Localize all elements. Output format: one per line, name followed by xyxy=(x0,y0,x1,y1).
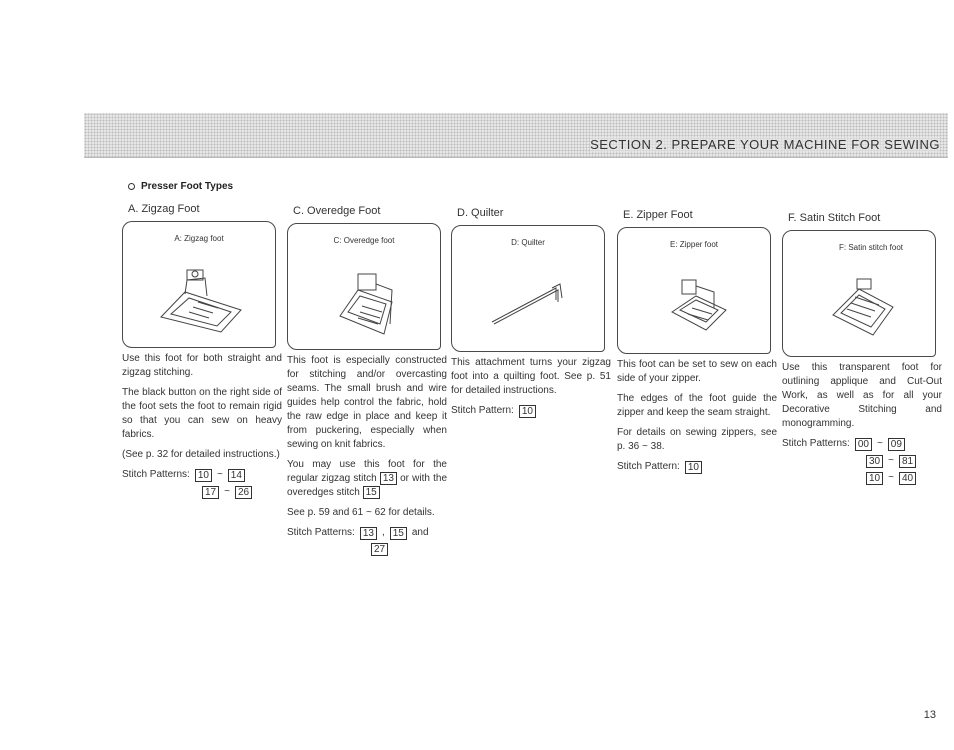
column-title: E. Zipper Foot xyxy=(623,209,693,221)
paragraph: (See p. 32 for detailed instructions.) xyxy=(122,449,280,460)
range-tilde: ~ xyxy=(888,472,894,483)
column-zipper-foot xyxy=(617,208,777,477)
overedge-foot-icon xyxy=(288,224,442,351)
pattern-number: 26 xyxy=(235,486,252,499)
pattern-number: 15 xyxy=(363,486,380,499)
figure-box xyxy=(122,221,276,348)
page-number: 13 xyxy=(923,709,936,721)
pattern-number: 14 xyxy=(228,469,245,482)
range-tilde: ~ xyxy=(876,438,883,449)
satin-stitch-foot-icon xyxy=(783,231,937,358)
pattern-label: Stitch Patterns: xyxy=(782,438,850,449)
paragraph: This foot can be set to sew on each side of your zipper. xyxy=(617,359,777,384)
paragraph: See p. 59 and 61 ~ 62 for details. xyxy=(287,507,435,518)
section-title: SECTION 2. PREPARE YOUR MACHINE FOR SEWING xyxy=(590,137,940,152)
pattern-number: 30 xyxy=(866,455,883,468)
pattern-number: 10 xyxy=(195,469,212,482)
range-tilde: ~ xyxy=(224,486,230,497)
figure-box xyxy=(617,227,771,354)
figure-box xyxy=(287,223,441,350)
pattern-label: Stitch Pattern: xyxy=(617,461,680,472)
pattern-number: 09 xyxy=(888,438,905,451)
stitch-patterns: Stitch Patterns: 13 , 15 and 27 xyxy=(287,527,429,555)
pattern-number: 00 xyxy=(855,438,872,451)
paragraph: This attachment turns your zigzag foot into a quilting foot. See p. 51 for detailed instructions. xyxy=(451,357,611,396)
pattern-number: 17 xyxy=(202,486,219,499)
figure-label: A: Zigzag foot xyxy=(174,234,224,243)
range-tilde: ~ xyxy=(888,455,894,466)
pattern-label: Stitch Patterns: xyxy=(122,469,190,480)
column-title: D. Quilter xyxy=(457,207,504,219)
stitch-patterns xyxy=(122,468,282,499)
figure-label: C: Overedge foot xyxy=(333,236,395,245)
stitch-patterns xyxy=(782,437,942,485)
column-title: F. Satin Stitch Foot xyxy=(788,212,881,224)
paragraph: This foot is especially constructed for stitching and/or overcasting seams. The small brush and wire guides help control the fabric, hold the raw edge in place and keep it from puckering, especially when sewing on knit fabrics. xyxy=(287,355,447,450)
pattern-number: 10 xyxy=(866,472,883,485)
pattern-number: 40 xyxy=(899,472,916,485)
bullet-icon xyxy=(128,183,135,190)
quilter-icon xyxy=(452,226,606,353)
pattern-label: Stitch Patterns: xyxy=(287,527,355,538)
paragraph: For details on sewing zippers, see p. 36 ~ 38. xyxy=(617,427,777,452)
range-tilde: ~ xyxy=(216,469,223,480)
pattern-number: 10 xyxy=(685,461,702,474)
zigzag-foot-icon xyxy=(123,222,277,349)
column-title: C. Overedge Foot xyxy=(293,205,381,217)
figure-label: D: Quilter xyxy=(511,238,545,247)
pattern-number: 81 xyxy=(899,455,916,468)
pattern-number: 13 xyxy=(380,472,397,485)
pattern-number: 10 xyxy=(519,405,536,418)
column-quilter xyxy=(451,206,611,421)
stitch-patterns xyxy=(617,460,777,474)
column-title: A. Zigzag Foot xyxy=(128,203,200,215)
paragraph: You may use this foot for the regular zigzag stitch 13 or with the overedges stitch 15 xyxy=(287,459,448,498)
paragraph: The edges of the foot guide the zipper and keep the seam straight. xyxy=(617,393,777,418)
column-zigzag-foot xyxy=(122,202,282,502)
zipper-foot-icon xyxy=(618,228,772,355)
pattern-number: 15 xyxy=(390,527,407,540)
stitch-patterns xyxy=(451,404,611,418)
figure-label: F: Satin stitch foot xyxy=(839,243,904,252)
pattern-number: 13 xyxy=(360,527,377,540)
paragraph: Use this transparent foot for outlining applique and Cut-Out Work, as well as for all your Decorative Stitching and monogramming. xyxy=(782,362,942,429)
figure-label: E: Zipper foot xyxy=(669,240,719,249)
section-heading: Presser Foot Types xyxy=(128,181,233,192)
paragraph: The black button on the right side of the foot sets the foot to remain rigid so that you can sew on heavy fabrics. xyxy=(122,387,282,440)
figure-box xyxy=(782,230,936,357)
paragraph: Use this foot for both straight and zigzag stitching. xyxy=(122,353,282,378)
section-banner xyxy=(84,113,948,158)
column-satin-stitch-foot xyxy=(782,211,942,488)
column-overedge-foot xyxy=(287,204,447,559)
figure-box xyxy=(451,225,605,352)
pattern-label: Stitch Pattern: xyxy=(451,405,514,416)
pattern-number: 27 xyxy=(371,543,388,556)
